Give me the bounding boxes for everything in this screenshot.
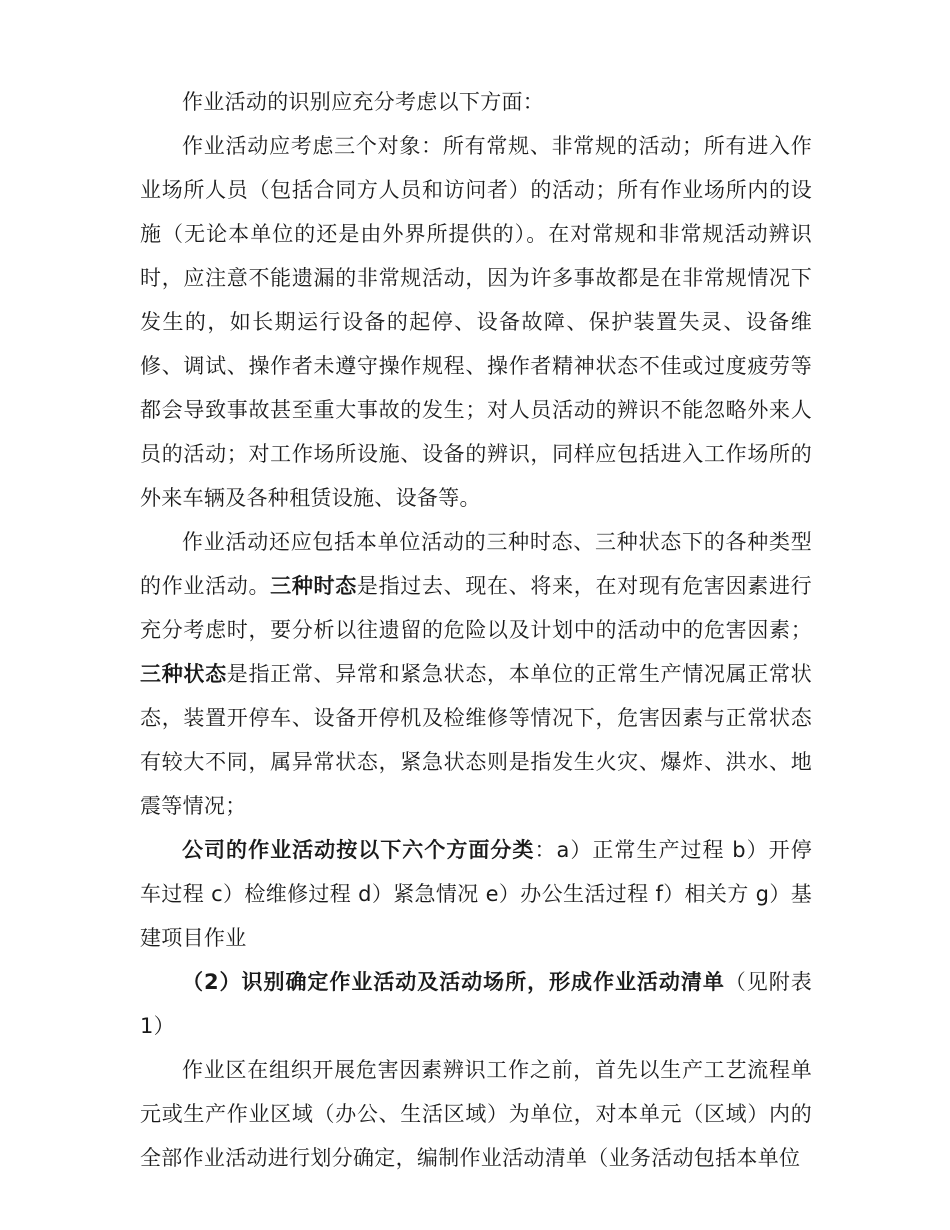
paragraph-classification	[140, 828, 812, 960]
bold-term-three-tenses: 三种时态	[270, 574, 357, 598]
paragraph-three-tenses-states	[140, 520, 812, 828]
text-run: 是指正常、异常和紧急状态，本单位的正常生产情况属正常状态，装置开停车、设备开停机及检维修等情况下，危害因素与正常状态有较大不同，属异常状态，紧急状态则是指发生火灾、爆炸、洪水、地震等情况；	[140, 662, 812, 818]
text-run: 作业活动还应包括本单位活动的三种时态、三种状态下的各种类型的作业活动。	[140, 530, 812, 598]
text-run: 作业活动的识别应充分考虑以下方面：	[182, 90, 545, 114]
section-heading: （2）识别确定作业活动及活动场所，形成作业活动清单	[182, 970, 725, 994]
paragraph-work-area	[140, 1048, 812, 1180]
text-run: 是指过去、现在、将来，在对现有危害因素进行充分考虑时，要分析以往遗留的危险以及计划中的活动中的危害因素；	[140, 574, 812, 642]
paragraph-three-objects	[140, 124, 812, 520]
text-run: 作业活动应考虑三个对象：所有常规、非常规的活动；所有进入作业场所人员（包括合同方人员和访问者）的活动；所有作业场所内的设施（无论本单位的还是由外界所提供的）。在对常规和非常规活动辨识时，应注意不能遗漏的非常规活动，因为许多事故都是在非常规情况下发生的，如长期运行设备的起停、设备故障、保护装置失灵、设备维修、调试、操作者未遵守操作规程、操作者精神状态不佳或过度疲劳等都会导致事故甚至重大事故的发生；对人员活动的辨识不能忽略外来人员的活动；对工作场所设施、设备的辨识，同样应包括进入工作场所的外来车辆及各种租赁设施、设备等。	[140, 134, 812, 510]
bold-lead-classification: 公司的作业活动按以下六个方面分类	[182, 838, 535, 862]
document-page	[140, 80, 812, 1180]
appendix-reference: （见附表 1）	[140, 970, 812, 1038]
text-run: 作业区在组织开展危害因素辨识工作之前，首先以生产工艺流程单元或生产作业区域（办公、生活区域）为单位，对本单元（区域）内的全部作业活动进行划分确定，编制作业活动清单（业务活动包括本单位	[140, 1058, 812, 1170]
bold-term-three-states: 三种状态	[140, 662, 227, 686]
text-run: ：a）正常生产过程 b）开停车过程 c）检维修过程 d）紧急情况 e）办公生活过程 f）相关方 g）基建项目作业	[140, 838, 812, 950]
paragraph-intro	[140, 80, 812, 124]
paragraph-heading-2	[140, 960, 812, 1048]
